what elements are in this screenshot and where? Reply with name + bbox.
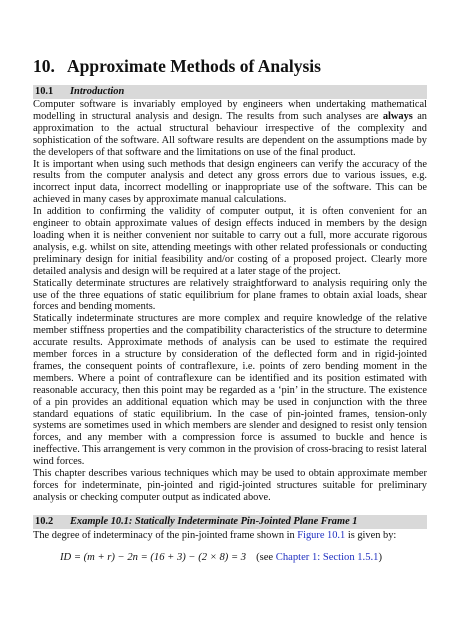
equation-reference: (see Chapter 1: Section 1.5.1) xyxy=(256,552,382,563)
section-heading-intro xyxy=(33,85,427,99)
equation-expression: ID = (m + r) − 2n = (16 + 3) − (2 × 8) = 3 xyxy=(60,552,247,563)
chapter-heading xyxy=(33,56,321,77)
section-number: 10.1 xyxy=(35,86,54,97)
indeterminacy-equation xyxy=(60,552,382,563)
paragraph: Statically indeterminate structures are more complex and require knowledge of the relative member stiffness properties and the compatibility characteristics of the structure to determine accurate results. Approximate methods of analysis can be used to estimate the required member forces in a structure by consideration of the deflected form and in rigid-jointed frames, the consequent points of contraflexure, i.e. points of zero bending moment in the members. Where a point of contraflexure can be identified and its position estimated with reasonable accuracy, then this point may be regarded as a ‘pin’ in the structure. The existence of a pin provides an additional equation which may be used in conjunction with the three standard equations of static equilibrium. In the case of pin-jointed frames, tension-only systems are sometimes used in which members are slender and designed to resist only tension forces, and any member with a compression force is assumed to buckle and hence is ineffective. This arrangement is very common in the provision of cross-bracing to resist lateral wind forces. xyxy=(33,313,427,468)
paragraph: It is important when using such methods that design engineers can verify the accuracy of the results from the computer analysis and detect any gross errors due to various issues, e.g. incorrect input data, incorrect modelling or inappropriate use of the software. This can be achieved in many cases by approximate manual calculations. xyxy=(33,158,427,206)
chapter-section-link[interactable]: Chapter 1: Section 1.5.1 xyxy=(275,552,379,563)
paragraph: Computer software is invariably employed by engineers when undertaking mathematical modelling in structural analysis and design. The results from such analyses are always an approximation to the actual structural behaviour irrespective of the complexity and sophistication of the software. All software results are dependent on the assumptions made by the developers of that software and the limitations on use of the final product. xyxy=(33,99,427,158)
introduction-body xyxy=(33,99,427,504)
paragraph: Statically determinate structures are relatively straightforward to analysis requiring only the use of the three equations of static equilibrium for plane frames to obtain axial loads, shear forces and bending moments. xyxy=(33,277,427,313)
section-heading-example xyxy=(33,515,427,529)
paragraph: This chapter describes various techniques which may be used to obtain approximate member forces for indeterminate, pin-jointed and rigid-jointed structures suitable for preliminary analysis or checking computer output as indicated above. xyxy=(33,468,427,503)
paragraph: In addition to confirming the validity of computer output, it is often convenient for an engineer to obtain approximate values of design effects induced in members by the design loading when it is neither convenient nor suitable to carry out a full, more accurate rigorous analysis, e.g. whilst on site, attending meetings with other related professionals or conducting preliminary design for initial feasibility and/or costing of a proposed project. Clearly more detailed analysis and design will be required at a later stage of the project. xyxy=(33,206,427,277)
figure-link[interactable]: Figure 10.1 xyxy=(297,530,346,541)
paragraph: The degree of indeterminacy of the pin-jointed frame shown in Figure 10.1 is given by: xyxy=(33,530,397,541)
example-intro xyxy=(33,530,427,542)
chapter-number: 10. xyxy=(33,56,55,76)
chapter-title: Approximate Methods of Analysis xyxy=(67,56,321,76)
emphasis-always: always xyxy=(382,110,413,122)
section-title: Example 10.1: Statically Indeterminate Pin-Jointed Plane Frame 1 xyxy=(70,516,358,527)
section-title: Introduction xyxy=(70,86,125,97)
section-number: 10.2 xyxy=(35,516,54,527)
